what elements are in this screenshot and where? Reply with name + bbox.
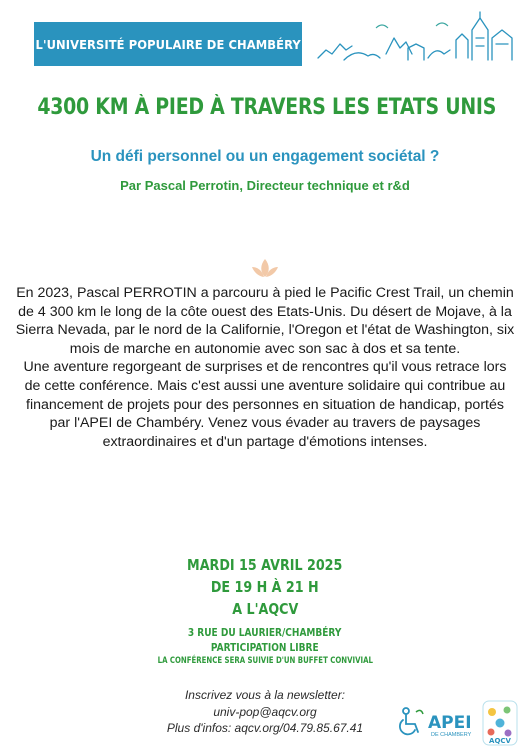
apei-logo-subtext: DE CHAMBERY — [431, 732, 472, 738]
apei-logo-text: APEI — [428, 713, 472, 733]
accessibility-logo-icon — [396, 706, 424, 736]
event-address: 3 RUE DU LAURIER/CHAMBÉRY — [188, 626, 342, 639]
apei-logo — [427, 708, 477, 738]
description-text — [14, 284, 516, 451]
page-subtitle: Un défi personnel ou un engagement sociétal ? — [90, 148, 440, 165]
event-place: A L'AQCV — [231, 600, 299, 618]
newsletter-text: Inscrivez vous à la newsletter: — [184, 688, 346, 702]
event-time: DE 19 H À 21 H — [211, 578, 319, 596]
aqcv-logo-text: AQCV — [489, 737, 511, 745]
aqcv-logo — [480, 698, 520, 748]
contact-info[interactable]: Plus d'infos: aqcv.org/04.79.85.67.41 — [166, 721, 364, 735]
event-participation: PARTICIPATION LIBRE — [211, 641, 319, 654]
leaf-ornament-icon — [251, 258, 279, 278]
speaker-byline: Par Pascal Perrotin, Directeur technique et r&d — [120, 178, 410, 193]
newsletter-email-link[interactable]: univ-pop@aqcv.org — [213, 705, 317, 719]
page-title: 4300 KM À PIED À TRAVERS LES ETATS UNIS — [37, 95, 497, 120]
event-date: MARDI 15 AVRIL 2025 — [187, 556, 343, 574]
header-banner — [34, 22, 302, 66]
description-paragraph-2: Une aventure regorgeant de surprises et de rencontres qu'il vous retrace lors de cette conférence. Mais c'est aussi une aventure solidaire qui contribue au financement de projets pour des personnes en situation de handicap, portés par l'APEI de Chambéry. Venez vous évader au travers de paysages extraordinaires et d'un partage d'émotions intenses. — [23, 359, 507, 450]
banner-text: L'UNIVERSITÉ POPULAIRE DE CHAMBÉRY — [35, 36, 301, 52]
chambery-skyline-illustration — [316, 8, 516, 70]
event-note: LA CONFÉRENCE SERA SUIVIE D'UN BUFFET CONVIVIAL — [157, 656, 373, 666]
description-paragraph-1: En 2023, Pascal PERROTIN a parcouru à pied le Pacific Crest Trail, un chemin de 4 300 km le long de la côte ouest des Etats-Unis. Du désert de Mojave, à la Sierra Nevada, par le nord de la Californie, l'Oregon et l'état de Washington, six mois de marche en autonomie avec son sac à dos et sa tente. — [15, 285, 515, 357]
